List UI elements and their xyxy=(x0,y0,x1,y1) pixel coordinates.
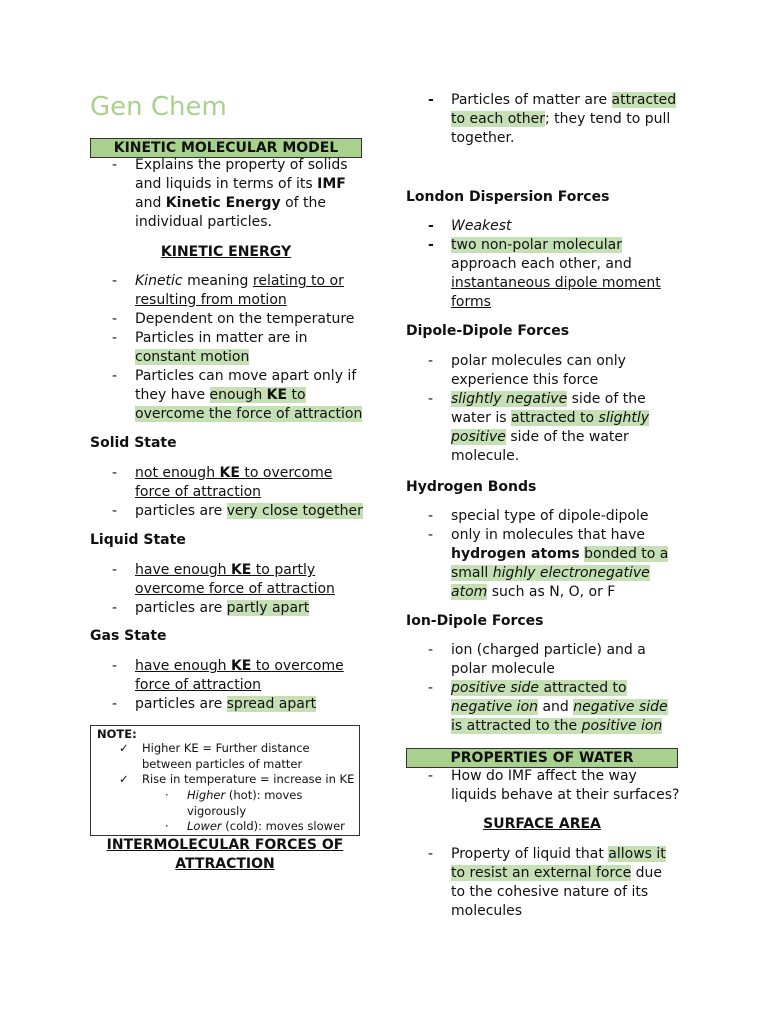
list-item: - two non-polar molecular approach each other, and instantaneous dipole moment forms xyxy=(428,237,661,310)
list-item: - particles are very close together xyxy=(112,503,363,519)
list-item: - positive side attracted to negative ion and negative side is attracted to the positive ion xyxy=(428,680,668,734)
list-item: - Weakest xyxy=(428,218,512,234)
liquid-header: Liquid State xyxy=(90,532,186,548)
note-label: NOTE: xyxy=(97,727,137,741)
hbond-list xyxy=(406,507,678,602)
kmm-header: KINETIC MOLECULAR MODEL xyxy=(90,138,362,158)
london-list xyxy=(406,217,678,312)
list-item: - ion (charged particle) and a polar molecule xyxy=(428,642,646,677)
list-item: - particles are partly apart xyxy=(112,600,310,616)
surface-header: SURFACE AREA xyxy=(483,816,601,832)
note-box xyxy=(90,725,360,836)
liquid-list xyxy=(90,561,365,618)
gas-header: Gas State xyxy=(90,628,167,644)
imf-list xyxy=(406,91,678,148)
list-item: - special type of dipole-dipole xyxy=(428,508,649,524)
list-item: - Explains the property of solids and liquids in terms of its IMF and Kinetic Energy of the individual particles. xyxy=(112,157,348,230)
london-header: London Dispersion Forces xyxy=(406,189,610,205)
water-list xyxy=(406,767,681,805)
bullet-icon: · xyxy=(165,788,169,802)
hbond-header: Hydrogen Bonds xyxy=(406,479,537,495)
gas-list xyxy=(90,657,365,714)
kmm-list xyxy=(90,156,362,232)
surface-list xyxy=(406,845,678,921)
iondipole-header: Ion-Dipole Forces xyxy=(406,613,544,629)
ke-header: KINETIC ENERGY xyxy=(160,244,292,260)
list-item: - Particles in matter are in constant motion xyxy=(112,330,308,365)
checkmark-icon: ✓ xyxy=(119,772,129,786)
list-item: - slightly negative side of the water is attracted to slightly positive side of the water molecule. xyxy=(428,391,650,464)
dipole-header: Dipole-Dipole Forces xyxy=(406,323,570,339)
iondipole-list xyxy=(406,641,678,736)
list-item: - have enough KE to partly overcome force of attraction xyxy=(112,562,335,597)
list-item: - How do IMF affect the way liquids behave at their surfaces? xyxy=(428,768,680,803)
list-item: - Dependent on the temperature xyxy=(112,311,355,327)
list-item: - have enough KE to overcome force of attraction xyxy=(112,658,344,693)
note-item: Higher KE = Further distance between particles of matter xyxy=(142,741,310,771)
list-item: - Kinetic meaning relating to or resulting from motion xyxy=(112,273,344,308)
note-item: Rise in temperature = increase in KE xyxy=(142,772,355,786)
list-item: - not enough KE to overcome force of attraction xyxy=(112,465,333,500)
list-item: - Property of liquid that allows it to resist an external force due to the cohesive nature of its molecules xyxy=(428,846,666,919)
solid-header: Solid State xyxy=(90,435,177,451)
ke-list xyxy=(90,272,365,424)
bullet-icon: · xyxy=(165,819,169,833)
list-item: - only in molecules that have hydrogen atoms bonded to a small highly electronegative atom such as N, O, or F xyxy=(428,527,669,600)
water-header: PROPERTIES OF WATER xyxy=(406,748,678,768)
list-item: - Particles of matter are attracted to each other; they tend to pull together. xyxy=(428,92,677,146)
document-title: Gen Chem xyxy=(90,92,227,122)
note-subitem: Higher (hot): moves vigorously xyxy=(187,788,303,818)
note-subitem: Lower (cold): moves slower xyxy=(187,819,345,833)
dipole-list xyxy=(406,352,678,466)
list-item: - particles are spread apart xyxy=(112,696,317,712)
solid-list xyxy=(90,464,365,521)
list-item: - Particles can move apart only if they have enough KE to overcome the force of attraction xyxy=(112,368,363,422)
checkmark-icon: ✓ xyxy=(119,741,129,755)
list-item: - polar molecules can only experience this force xyxy=(428,353,626,388)
imf-header: INTERMOLECULAR FORCES OF ATTRACTION xyxy=(106,837,344,872)
